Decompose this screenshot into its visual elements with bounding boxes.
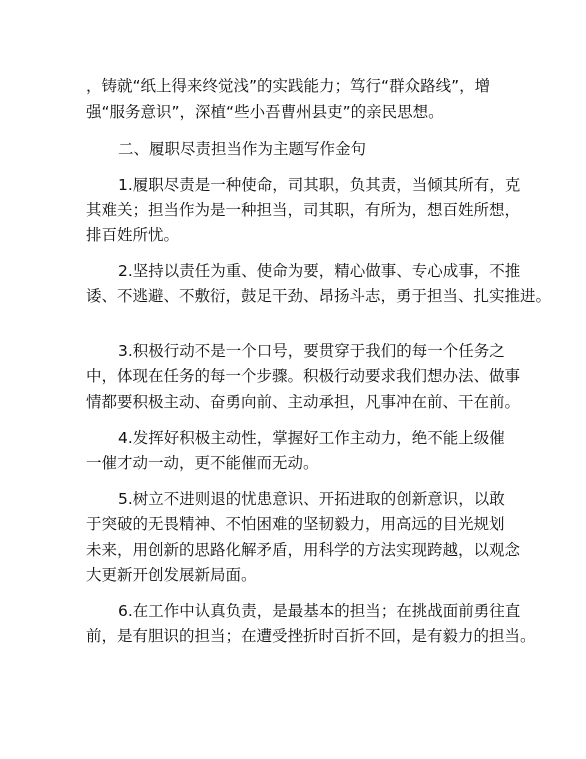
paragraph-line: 6.在工作中认真负责，是最基本的担当；在挑战面前勇往直 xyxy=(118,602,521,620)
paragraph-line: 一催才动一动，更不能催而无动。 xyxy=(86,454,319,472)
paragraph-line: ，铸就“纸上得来终觉浅”的实践能力；笃行“群众路线”，增 xyxy=(86,77,491,95)
paragraph-line: 3.积极行动不是一个口号，要贯穿于我们的每一个任务之 xyxy=(118,342,505,360)
paragraph-line: 1.履职尽责是一种使命，司其职，负其责，当倾其所有，克 xyxy=(118,176,521,194)
paragraph-line: 5.树立不进则退的忧患意识、开拓进取的创新意识，以敢 xyxy=(118,490,505,508)
paragraph-line: 4.发挥好积极主动性，掌握好工作主动力，绝不能上级催 xyxy=(118,429,505,447)
paragraph-line: 排百姓所忧。 xyxy=(86,226,180,244)
paragraph-line: 于突破的无畏精神、不怕困难的坚韧毅力，用高远的目光规划 xyxy=(86,515,505,533)
section-heading: 二、履职尽责担当作为主题写作金句 xyxy=(118,140,367,158)
paragraph-line: 大更新开创发展新局面。 xyxy=(86,566,257,584)
paragraph-line: 2.坚持以责任为重、使命为要，精心做事、专心成事，不推 xyxy=(118,262,521,280)
paragraph-line: 强“服务意识”，深植“些小吾曹州县吏”的亲民思想。 xyxy=(86,103,444,121)
paragraph-line: 中，体现在任务的每一个步骤。积极行动要求我们想办法、做事 xyxy=(86,367,521,385)
paragraph-line: 情都要积极主动、奋勇向前、主动承担，凡事冲在前、干在前。 xyxy=(86,393,521,411)
paragraph-line: 其难关；担当作为是一种担当，司其职，有所为，想百姓所想， xyxy=(86,201,521,219)
paragraph-line: 诿、不逃避、不敷衍，鼓足干劲、昂扬斗志，勇于担当、扎实推进。 xyxy=(86,287,552,305)
paragraph-line: 未来，用创新的思路化解矛盾，用科学的方法实现跨越，以观念 xyxy=(86,541,521,559)
paragraph-line: 前，是有胆识的担当；在遭受挫折时百折不回，是有毅力的担当。 xyxy=(86,627,536,645)
